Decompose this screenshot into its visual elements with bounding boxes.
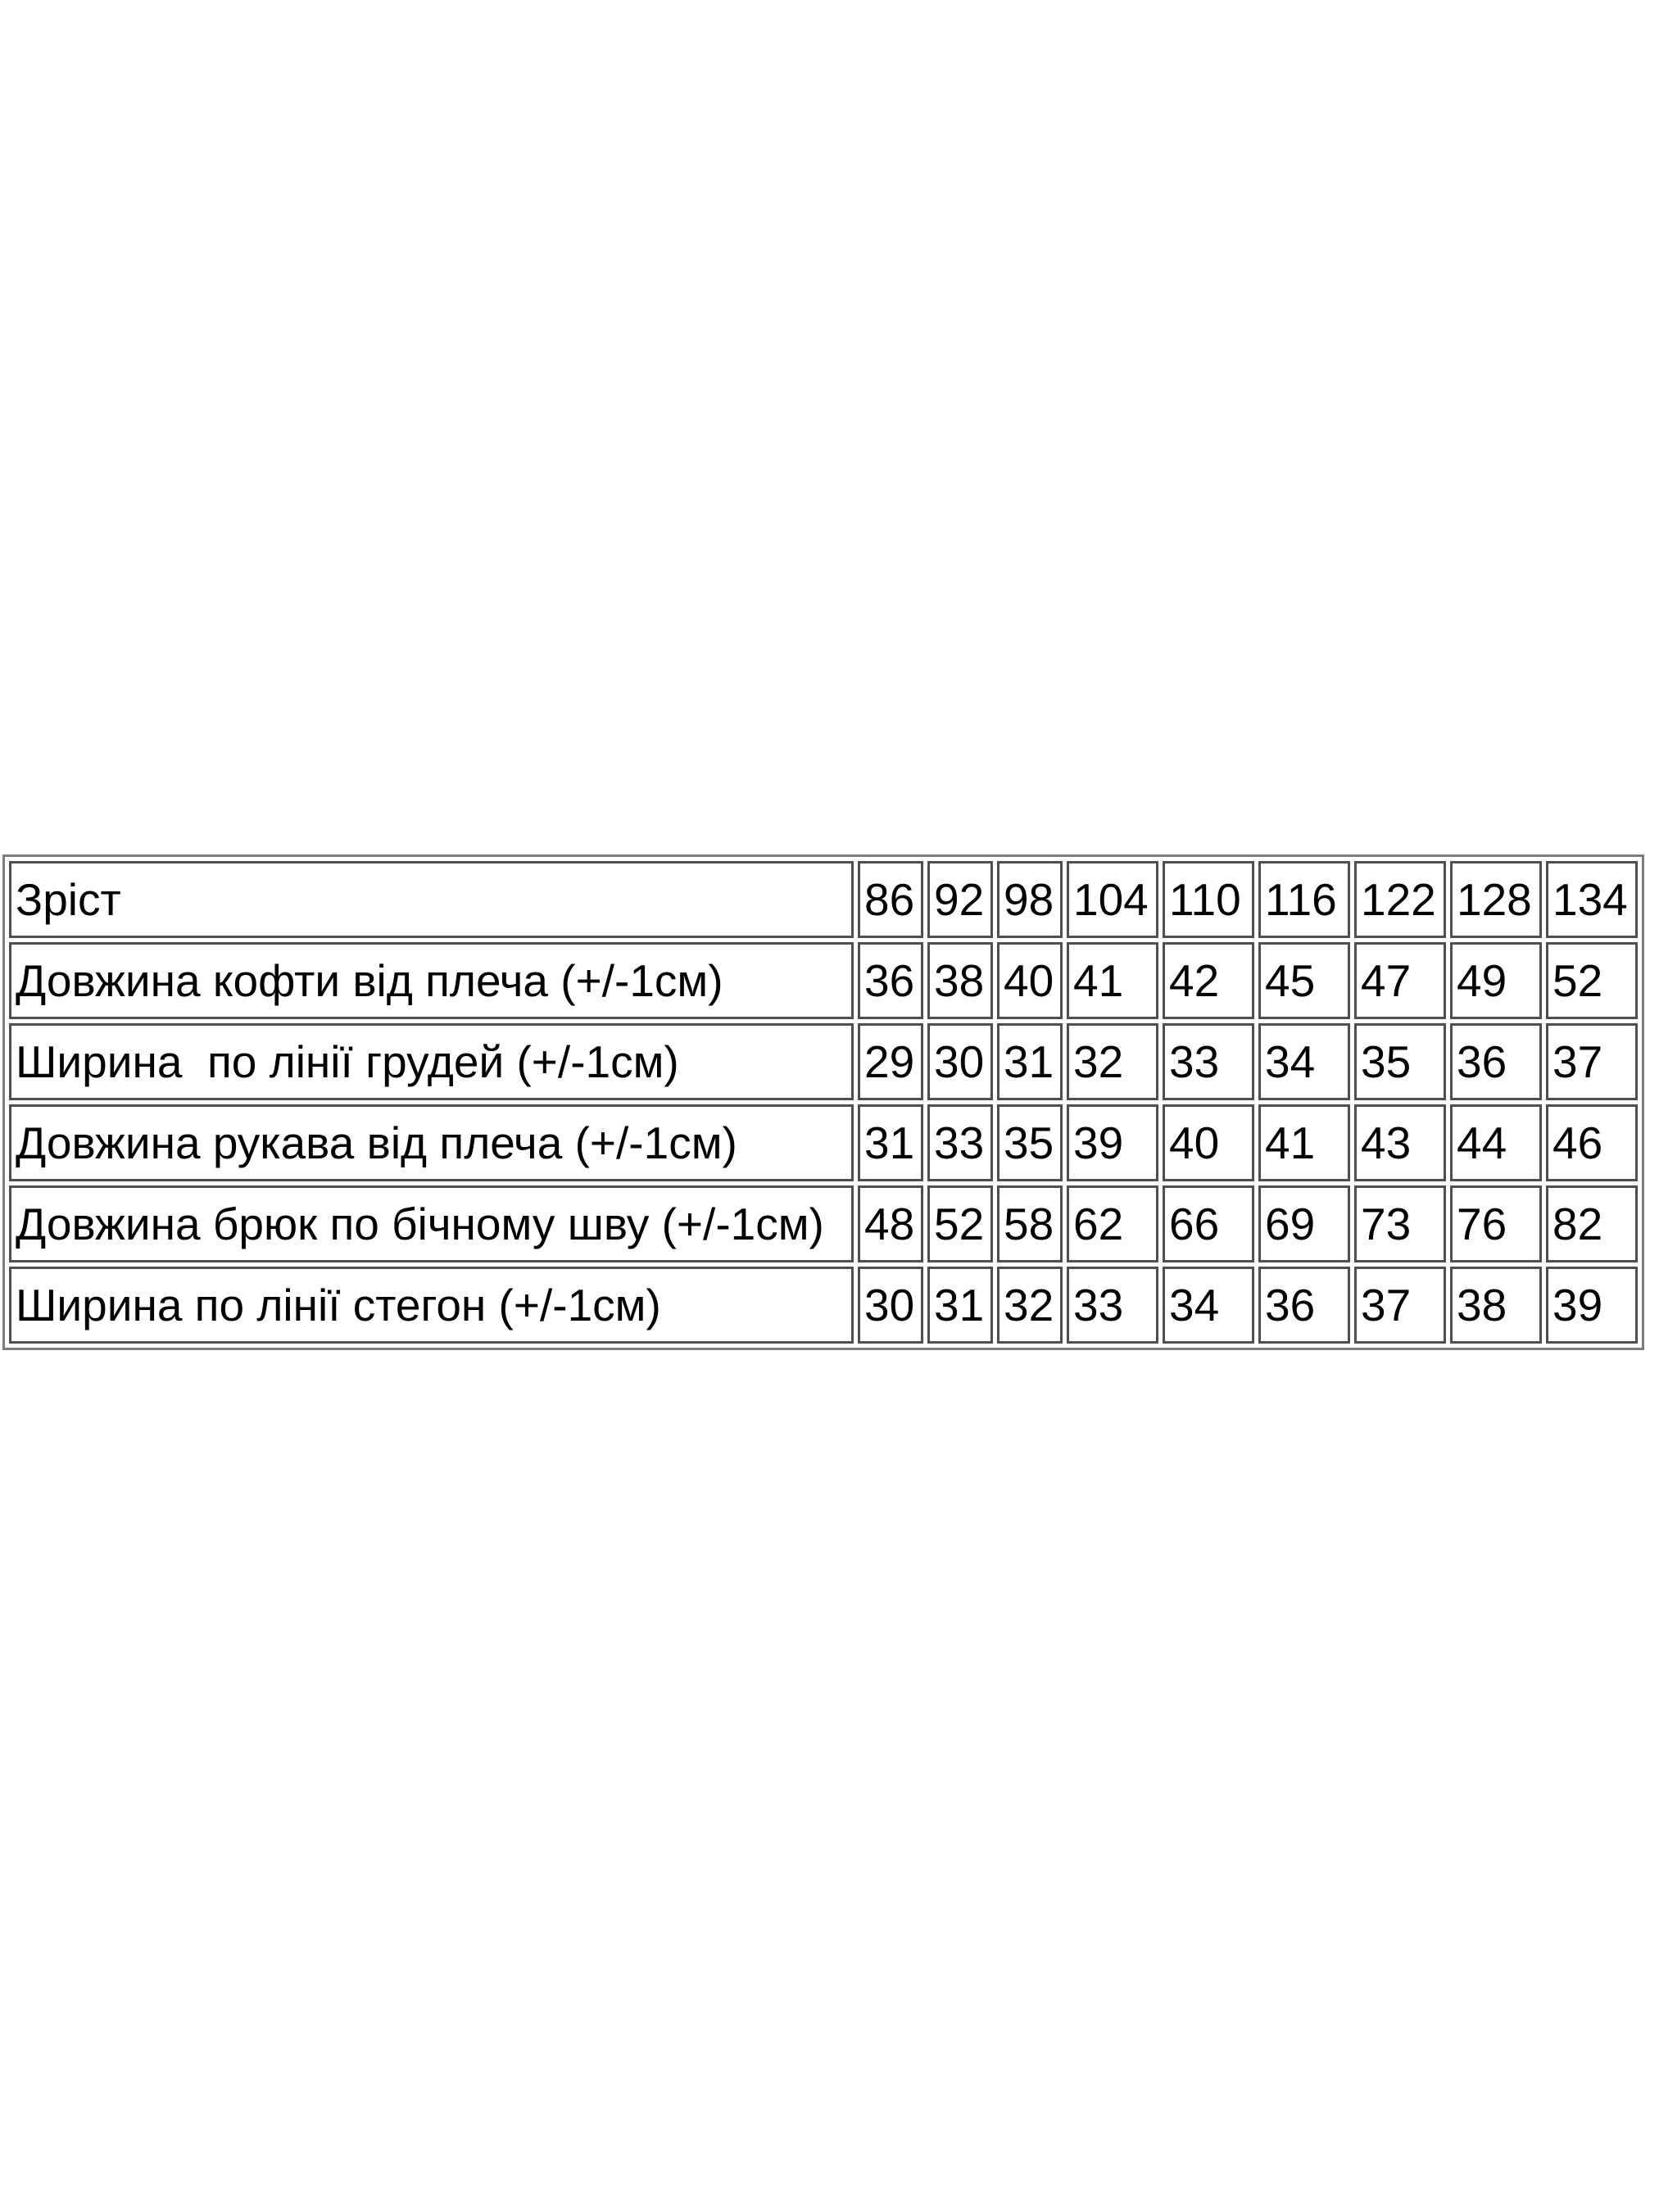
table-row-sleeve-length <box>9 1104 1638 1181</box>
table-cell: 41 <box>1258 1104 1350 1181</box>
table-cell: 47 <box>1354 942 1446 1019</box>
table-cell: 36 <box>1450 1023 1542 1100</box>
size-chart-table <box>2 854 1644 1350</box>
table-row-chest-width <box>9 1023 1638 1100</box>
table-cell: 35 <box>1354 1023 1446 1100</box>
table-cell: 39 <box>1067 1104 1158 1181</box>
table-cell: 34 <box>1163 1267 1254 1344</box>
table-row-height <box>9 861 1638 938</box>
table-cell: 33 <box>927 1104 993 1181</box>
table-cell: 62 <box>1067 1185 1158 1262</box>
table-cell: 33 <box>1067 1267 1158 1344</box>
row-label-sweater-length: Довжина кофти від плеча (+/-1см) <box>9 942 854 1019</box>
table-cell: 110 <box>1163 861 1254 938</box>
table-cell: 29 <box>858 1023 923 1100</box>
table-cell: 69 <box>1258 1185 1350 1262</box>
table-cell: 49 <box>1450 942 1542 1019</box>
table-cell: 41 <box>1067 942 1158 1019</box>
row-label-pants-length: Довжина брюк по бічному шву (+/-1см) <box>9 1185 854 1262</box>
row-label-height: Зріст <box>9 861 854 938</box>
row-label-hip-width: Ширина по лінії стегон (+/-1см) <box>9 1267 854 1344</box>
table-row-sweater-length <box>9 942 1638 1019</box>
table-cell: 134 <box>1546 861 1638 938</box>
table-cell: 30 <box>858 1267 923 1344</box>
table-cell: 45 <box>1258 942 1350 1019</box>
table-row-pants-length <box>9 1185 1638 1262</box>
table-cell: 73 <box>1354 1185 1446 1262</box>
table-cell: 37 <box>1354 1267 1446 1344</box>
table-cell: 38 <box>927 942 993 1019</box>
table-cell: 76 <box>1450 1185 1542 1262</box>
table-cell: 82 <box>1546 1185 1638 1262</box>
table-cell: 86 <box>858 861 923 938</box>
table-cell: 43 <box>1354 1104 1446 1181</box>
table-cell: 92 <box>927 861 993 938</box>
table-cell: 122 <box>1354 861 1446 938</box>
table-cell: 31 <box>927 1267 993 1344</box>
table-cell: 33 <box>1163 1023 1254 1100</box>
table-cell: 36 <box>858 942 923 1019</box>
row-label-chest-width: Ширина по лінії грудей (+/-1см) <box>9 1023 854 1100</box>
table-cell: 37 <box>1546 1023 1638 1100</box>
table-cell: 36 <box>1258 1267 1350 1344</box>
table-cell: 52 <box>927 1185 993 1262</box>
table-cell: 31 <box>858 1104 923 1181</box>
table-cell: 40 <box>997 942 1063 1019</box>
table-cell: 128 <box>1450 861 1542 938</box>
table-cell: 35 <box>997 1104 1063 1181</box>
table-cell: 31 <box>997 1023 1063 1100</box>
table-cell: 34 <box>1258 1023 1350 1100</box>
table-cell: 40 <box>1163 1104 1254 1181</box>
table-cell: 58 <box>997 1185 1063 1262</box>
table-cell: 32 <box>997 1267 1063 1344</box>
table-cell: 32 <box>1067 1023 1158 1100</box>
table-row-hip-width <box>9 1267 1638 1344</box>
table-cell: 116 <box>1258 861 1350 938</box>
table-cell: 104 <box>1067 861 1158 938</box>
table-cell: 98 <box>997 861 1063 938</box>
table-cell: 44 <box>1450 1104 1542 1181</box>
table-cell: 48 <box>858 1185 923 1262</box>
table-cell: 39 <box>1546 1267 1638 1344</box>
table-cell: 66 <box>1163 1185 1254 1262</box>
table-cell: 42 <box>1163 942 1254 1019</box>
table-cell: 38 <box>1450 1267 1542 1344</box>
table-cell: 52 <box>1546 942 1638 1019</box>
table-cell: 30 <box>927 1023 993 1100</box>
table-cell: 46 <box>1546 1104 1638 1181</box>
row-label-sleeve-length: Довжина рукава від плеча (+/-1см) <box>9 1104 854 1181</box>
